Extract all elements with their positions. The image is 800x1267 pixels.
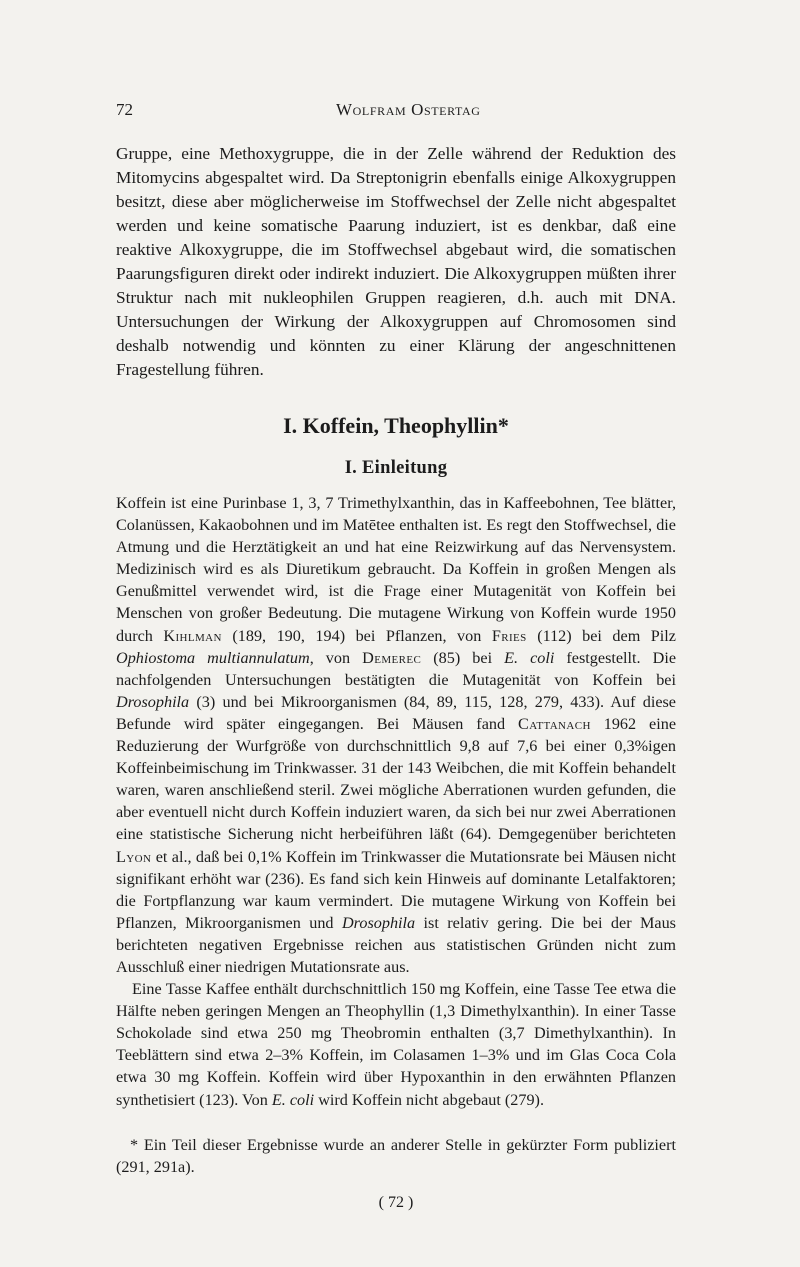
author-name: Demerec xyxy=(362,648,422,667)
species-name: Drosophila xyxy=(341,913,416,932)
footnote: * Ein Teil dieser Ergebnisse wurde an anderer Stelle in gekürzter Form publiziert (291, 291a). xyxy=(116,1135,676,1176)
text-run: (85) bei xyxy=(421,648,505,667)
running-head xyxy=(116,100,676,122)
species-name: Drosophila xyxy=(116,692,190,711)
species-name: E. coli xyxy=(271,1090,315,1109)
page xyxy=(116,100,676,1212)
text-run: ist relativ gering. Die bei der Maus berichteten negativen Ergebnisse reichen aus statistischen Gründen nicht zum Ausschluß einer niedrigen Mutationsrate aus. xyxy=(116,913,676,976)
text-run: wird Koffein nicht abgebaut (279). xyxy=(314,1090,544,1109)
species-name: E. coli xyxy=(504,648,555,667)
section-heading: I. Koffein, Theophyllin* xyxy=(283,413,509,438)
text-run: , von xyxy=(309,648,363,667)
author-name: Lyon xyxy=(116,847,152,866)
text-run: et al., daß bei 0,1% Koffein im Trinkwasser die Mutationsrate bei Mäusen nicht signifikant erhöht war (236). Es fand sich kein Hinweis auf dominante Letalfaktoren; die Fortpflanzung war kaum vermindert. Die mutagene Wirkung von Koffein bei Pflanzen, Mikroorganismen und xyxy=(116,847,676,932)
text-run: Koffein ist eine Purinbase 1, 3, 7 Trimethylxanthin, das in Kaffeebohnen, Tee blätter, Colanüssen, Kakaobohnen und im Matētee enthalten ist. Es regt den Stoffwechsel, die Atmung und die Herztätigkeit an und hat eine Reizwirkung auf das Nervensystem. Medizinisch wird es als Diuretikum gebraucht. Da Koffein in großen Mengen als Genußmittel verwendet wird, ist die Frage einer Mutagenität von Koffein bei Menschen von großer Bedeutung. Die mutagene Wirkung von Koffein wurde 1950 durch xyxy=(116,494,676,645)
folio: ( 72 ) xyxy=(378,1193,414,1211)
author-name: Cattanach xyxy=(518,714,591,733)
running-title: Wolfram Ostertag xyxy=(336,100,481,119)
text-run: (112) bei dem Pilz xyxy=(526,626,676,645)
species-name: Ophiostoma multiannulatum xyxy=(116,648,310,667)
text-run: 1962 eine Reduzierung der Wurfgröße von durchschnittlich 9,8 auf 7,6 bei einer 0,3%igen Koffeinbeimischung im Trinkwasser. 31 der 143 Weibchen, die mit Koffein behandelt waren, waren anschließend steril. Zwei mögliche Aberrationen wurden gefunden, die aber eventuell nicht durch Koffein induziert waren, da sich bei nur zwei Aberrationen eine statistische Sicherung nicht herbeiführen läßt (64). Demgegenüber berichteten xyxy=(116,714,677,844)
text-run: (189, 190, 194) bei Pflanzen, von xyxy=(221,626,492,645)
author-name: Kihlman xyxy=(163,626,222,645)
paragraph-koffein-intro xyxy=(116,492,676,978)
text-run: festgestellt. Die nachfolgenden Untersuchungen bestätigten die Mutagenität von Koffein bei xyxy=(116,648,677,689)
intro-paragraph: Gruppe, eine Methoxygruppe, die in der Zelle während der Reduktion des Mitomycins abgespaltet wird. Da Streptonigrin ebenfalls einige Alkoxygruppen besitzt, diese aber möglicherweise im Stoffwechsel der Zelle nicht abgespaltet werden und keine somatische Paarung induziert, ist es denkbar, daß eine reaktive Alkoxygruppe, die im Stoffwechsel abgebaut wird, die somatischen Paarungsfiguren direkt oder indirekt induziert. Die Alkoxygruppen müßten ihrer Struktur nach mit nukleophilen Gruppen reagieren, d.h. auch mit DNA. Untersuchungen der Wirkung der Alkoxygruppen auf Chromosomen sind deshalb notwendig und könnten zu einer Klärung der angeschnittenen Fragestellung führen. xyxy=(116,144,676,379)
paragraph-koffein-content xyxy=(116,978,676,1111)
author-name: Fries xyxy=(491,626,527,645)
page-number: 72 xyxy=(116,100,133,119)
subsection-heading: I. Einleitung xyxy=(344,458,448,478)
text-run: Eine Tasse Kaffee enthält durchschnittlich 150 mg Koffein, eine Tasse Tee etwa die Hälfte neben geringen Mengen an Theophyllin (1,3 Dimethylxanthin). In einer Tasse Schokolade sind etwa 250 mg Theobromin enthalten (3,7 Dimethylxanthin). In Teeblättern sind etwa 2–3% Koffein, im Colasamen 1–3% und im Glas Coca Cola etwa 30 mg Koffein. Koffein wird über Hypoxanthin in den erwähnten Pflanzen synthetisiert (123). Von xyxy=(116,980,676,1109)
text-run: (3) und bei Mikroorganismen (84, 89, 115, 128, 279, 433). Auf diese Befunde wird später eingegangen. Bei Mäusen fand xyxy=(116,692,676,733)
